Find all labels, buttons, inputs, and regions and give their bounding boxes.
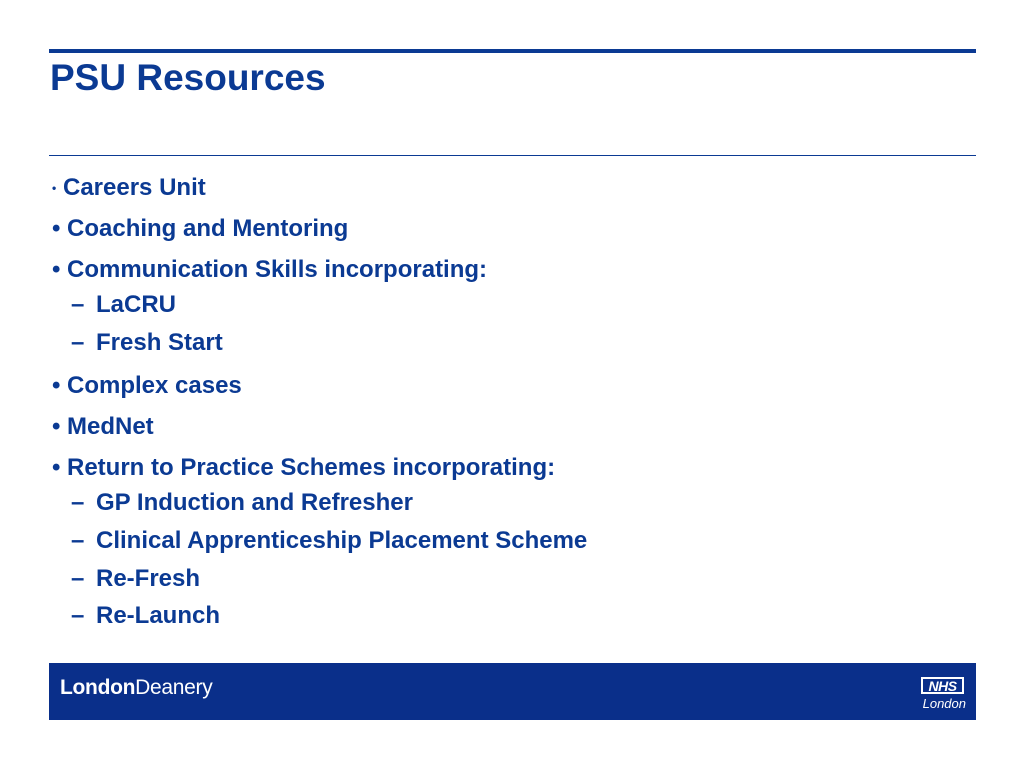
nhs-region-label: London — [922, 696, 966, 711]
sub-list-item — [71, 291, 176, 319]
bullet-marker: • — [52, 256, 61, 283]
sub-list-item-label: Re-Fresh — [96, 565, 201, 592]
sub-list-item — [71, 602, 220, 630]
dash-marker: – — [71, 329, 85, 356]
title-divider — [49, 155, 976, 156]
dash-marker: – — [71, 527, 85, 554]
footer-bar — [49, 663, 976, 720]
dash-marker: – — [71, 602, 85, 629]
logo-text-strong: London — [60, 676, 136, 699]
sub-list-item-label: Fresh Start — [96, 329, 223, 356]
sub-list-item-label: Re-Launch — [96, 602, 221, 629]
sub-list-item — [71, 565, 200, 593]
bullet-marker: • — [52, 215, 61, 242]
list-item-label: Complex cases — [67, 372, 242, 399]
london-deanery-logo — [60, 675, 212, 701]
sub-list-item-label: Clinical Apprenticeship Placement Scheme — [96, 527, 588, 554]
list-item-label: Communication Skills incorporating: — [67, 256, 488, 283]
list-item-label: Careers Unit — [63, 174, 206, 201]
list-item-label: MedNet — [67, 413, 154, 440]
bullet-marker: • — [52, 372, 61, 399]
dash-marker: – — [71, 565, 85, 592]
list-item — [52, 372, 242, 400]
list-item — [52, 413, 154, 441]
list-item — [52, 215, 348, 243]
list-item-label: Coaching and Mentoring — [67, 215, 349, 242]
list-item — [52, 256, 487, 284]
logo-text-light: Deanery — [135, 676, 213, 699]
dash-marker: – — [71, 489, 85, 516]
sub-list-item-label: GP Induction and Refresher — [96, 489, 413, 516]
bullet-marker: • — [52, 181, 57, 195]
nhs-logo: NHS — [921, 677, 964, 694]
sub-list-item — [71, 329, 223, 357]
list-item-label: Return to Practice Schemes incorporating: — [67, 454, 556, 481]
sub-list-item — [71, 527, 587, 555]
slide-title: PSU Resources — [50, 57, 326, 98]
sub-list-item — [71, 489, 413, 517]
bullet-marker: • — [52, 454, 61, 481]
top-rule — [49, 49, 976, 53]
list-item — [52, 454, 555, 482]
sub-list-item-label: LaCRU — [96, 291, 177, 318]
dash-marker: – — [71, 291, 85, 318]
list-item — [52, 174, 206, 202]
bullet-marker: • — [52, 413, 61, 440]
